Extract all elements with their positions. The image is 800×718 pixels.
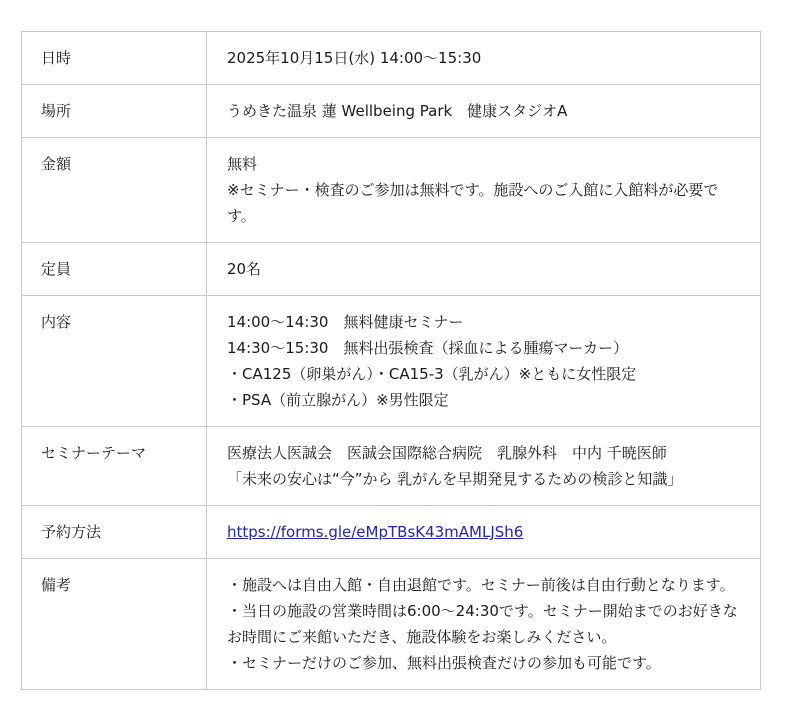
table-row-seminar-theme <box>22 427 761 506</box>
table-row-location <box>22 85 761 138</box>
table-row-price <box>22 138 761 243</box>
event-info-table <box>21 31 761 690</box>
row-value-location <box>207 85 761 138</box>
row-value-seminar-theme <box>207 427 761 506</box>
cell-line: うめきた温泉 蓮 Wellbeing Park 健康スタジオA <box>227 102 568 120</box>
table-row-contents <box>22 296 761 427</box>
row-value-notes <box>207 559 761 690</box>
row-label-notes: 備考 <box>22 559 207 690</box>
row-label-date: 日時 <box>22 32 207 85</box>
row-label-location: 場所 <box>22 85 207 138</box>
cell-line: 「未来の安心は“今”から 乳がんを早期発見するための検診と知識」 <box>227 470 683 488</box>
row-value-capacity <box>207 243 761 296</box>
row-value-reservation <box>207 506 761 559</box>
table-row-capacity <box>22 243 761 296</box>
table-row-date <box>22 32 761 85</box>
row-label-reservation: 予約方法 <box>22 506 207 559</box>
cell-line: ・セミナーだけのご参加、無料出張検査だけの参加も可能です。 <box>227 654 661 672</box>
cell-line: 14:30〜15:30 無料出張検査（採血による腫瘍マーカー） <box>227 339 629 357</box>
reservation-link[interactable]: https://forms.gle/eMpTBsK43mAMLJSh6 <box>227 523 524 541</box>
row-label-contents: 内容 <box>22 296 207 427</box>
cell-line: 2025年10月15日(水) 14:00〜15:30 <box>227 49 482 67</box>
cell-line: ・当日の施設の営業時間は6:00〜24:30です。セミナー開始までのお好きなお時間にご来館いただき、施設体験をお楽しみください。 <box>227 602 738 646</box>
cell-line: 無料 <box>227 155 258 173</box>
event-info-table-container <box>21 31 761 690</box>
cell-line: ・施設へは自由入館・自由退館です。セミナー前後は自由行動となります。 <box>227 576 735 594</box>
cell-line: 20名 <box>227 260 262 278</box>
row-label-price: 金額 <box>22 138 207 243</box>
cell-line: ・CA125（卵巣がん）・CA15-3（乳がん）※ともに女性限定 <box>227 365 637 383</box>
row-value-price <box>207 138 761 243</box>
row-value-contents <box>207 296 761 427</box>
table-row-notes <box>22 559 761 690</box>
cell-line: ・PSA（前立腺がん）※男性限定 <box>227 391 449 409</box>
table-row-reservation <box>22 506 761 559</box>
cell-line: 医療法人医誠会 医誠会国際総合病院 乳腺外科 中内 千暁医師 <box>227 444 667 462</box>
cell-line <box>227 519 742 545</box>
row-label-capacity: 定員 <box>22 243 207 296</box>
row-value-date <box>207 32 761 85</box>
cell-line: 14:00〜14:30 無料健康セミナー <box>227 313 464 331</box>
row-label-seminar-theme: セミナーテーマ <box>22 427 207 506</box>
cell-line: ※セミナー・検査のご参加は無料です。施設へのご入館に入館料が必要です。 <box>227 181 719 225</box>
